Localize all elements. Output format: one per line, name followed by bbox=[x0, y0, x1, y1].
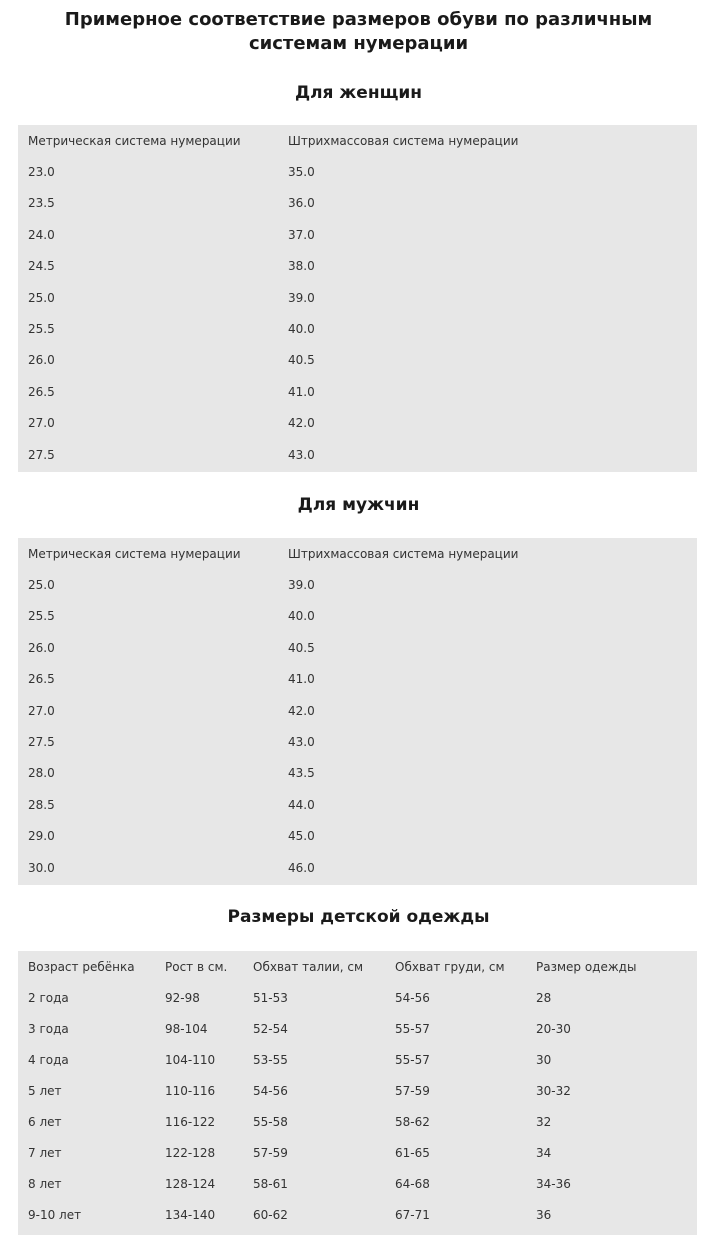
shtrikh-size-cell: 41.0 bbox=[288, 384, 315, 399]
shtrikh-size-cell: 42.0 bbox=[288, 416, 315, 431]
table-row bbox=[18, 408, 558, 439]
shtrikh-size-cell: 44.0 bbox=[288, 797, 315, 812]
column-header-shtrikh: Штрихмассовая система нумерации bbox=[288, 546, 519, 561]
table-row bbox=[18, 1013, 651, 1044]
kids-table-container bbox=[18, 951, 697, 1235]
table-row bbox=[18, 601, 558, 632]
table-row bbox=[18, 852, 558, 883]
shtrikh-size-cell: 41.0 bbox=[288, 672, 315, 687]
shtrikh-size-cell: 37.0 bbox=[288, 227, 315, 242]
metric-size-cell: 25.0 bbox=[28, 578, 55, 593]
metric-size-cell: 29.0 bbox=[28, 829, 55, 844]
shtrikh-size-cell: 40.5 bbox=[288, 640, 315, 655]
metric-size-cell: 26.0 bbox=[28, 353, 55, 368]
shtrikh-size-cell: 43.5 bbox=[288, 766, 315, 781]
column-header-metric: Метрическая система нумерации bbox=[28, 546, 241, 561]
table-row bbox=[18, 664, 558, 695]
shtrikh-size-cell: 35.0 bbox=[288, 165, 315, 180]
clothing-size-cell: 28 bbox=[536, 990, 552, 1005]
women-table-container bbox=[18, 125, 697, 472]
height-cell: 98-104 bbox=[165, 1021, 208, 1036]
clothing-size-cell: 30-32 bbox=[536, 1083, 571, 1098]
metric-size-cell: 27.0 bbox=[28, 703, 55, 718]
table-row bbox=[18, 1044, 651, 1075]
column-header-height: Рост в см. bbox=[165, 959, 228, 974]
age-cell: 5 лет bbox=[28, 1083, 62, 1098]
shtrikh-size-cell: 43.0 bbox=[288, 735, 315, 750]
table-row bbox=[18, 569, 558, 600]
metric-size-cell: 23.0 bbox=[28, 165, 55, 180]
height-cell: 92-98 bbox=[165, 990, 200, 1005]
age-cell: 6 лет bbox=[28, 1115, 62, 1130]
chest-cell: 55-57 bbox=[395, 1021, 430, 1036]
metric-size-cell: 30.0 bbox=[28, 860, 55, 875]
shtrikh-size-cell: 39.0 bbox=[288, 578, 315, 593]
waist-cell: 52-54 bbox=[253, 1021, 288, 1036]
table-row bbox=[18, 345, 558, 376]
table-row bbox=[18, 439, 558, 470]
men-table-container bbox=[18, 538, 697, 885]
shtrikh-size-cell: 42.0 bbox=[288, 703, 315, 718]
waist-cell: 60-62 bbox=[253, 1208, 288, 1223]
table-row bbox=[18, 1200, 651, 1231]
shtrikh-size-cell: 40.0 bbox=[288, 609, 315, 624]
height-cell: 104-110 bbox=[165, 1052, 216, 1067]
column-header-metric: Метрическая система нумерации bbox=[28, 133, 241, 148]
chest-cell: 57-59 bbox=[395, 1083, 430, 1098]
table-header-row bbox=[18, 125, 558, 156]
table-row bbox=[18, 313, 558, 344]
metric-size-cell: 25.0 bbox=[28, 290, 55, 305]
men-section-title: Для мужчин bbox=[297, 495, 420, 515]
shtrikh-size-cell: 45.0 bbox=[288, 829, 315, 844]
metric-size-cell: 25.5 bbox=[28, 322, 55, 337]
page-title bbox=[0, 8, 717, 56]
height-cell: 116-122 bbox=[165, 1115, 216, 1130]
kids-size-table bbox=[18, 951, 651, 1231]
women-section-title: Для женщин bbox=[294, 83, 423, 103]
shtrikh-size-cell: 39.0 bbox=[288, 290, 315, 305]
table-header-row bbox=[18, 951, 651, 982]
chest-cell: 54-56 bbox=[395, 990, 430, 1005]
shtrikh-size-cell: 38.0 bbox=[288, 259, 315, 274]
metric-size-cell: 23.5 bbox=[28, 196, 55, 211]
waist-cell: 57-59 bbox=[253, 1146, 288, 1161]
clothing-size-cell: 32 bbox=[536, 1115, 552, 1130]
column-header-chest: Обхват груди, см bbox=[395, 959, 505, 974]
shtrikh-size-cell: 43.0 bbox=[288, 447, 315, 462]
table-row bbox=[18, 632, 558, 663]
shtrikh-size-cell: 36.0 bbox=[288, 196, 315, 211]
metric-size-cell: 24.5 bbox=[28, 259, 55, 274]
page-title-line-1: Примерное соответствие размеров обуви по различным bbox=[64, 9, 653, 30]
age-cell: 2 года bbox=[28, 990, 69, 1005]
table-row bbox=[18, 282, 558, 313]
table-row bbox=[18, 1075, 651, 1106]
women-size-table bbox=[18, 125, 558, 470]
table-row bbox=[18, 219, 558, 250]
age-cell: 4 года bbox=[28, 1052, 69, 1067]
clothing-size-cell: 30 bbox=[536, 1052, 552, 1067]
table-header-row bbox=[18, 538, 558, 569]
table-row bbox=[18, 758, 558, 789]
metric-size-cell: 26.5 bbox=[28, 384, 55, 399]
chest-cell: 61-65 bbox=[395, 1146, 430, 1161]
men-size-table bbox=[18, 538, 558, 883]
column-header-waist: Обхват талии, см bbox=[253, 959, 364, 974]
table-row bbox=[18, 1169, 651, 1200]
table-row bbox=[18, 821, 558, 852]
shtrikh-size-cell: 46.0 bbox=[288, 860, 315, 875]
chest-cell: 55-57 bbox=[395, 1052, 430, 1067]
clothing-size-cell: 34-36 bbox=[536, 1177, 571, 1192]
table-row bbox=[18, 695, 558, 726]
table-row bbox=[18, 156, 558, 187]
waist-cell: 53-55 bbox=[253, 1052, 288, 1067]
table-row bbox=[18, 789, 558, 820]
kids-section-title: Размеры детской одежды bbox=[227, 907, 490, 927]
shtrikh-size-cell: 40.0 bbox=[288, 322, 315, 337]
column-header-age: Возраст ребёнка bbox=[28, 959, 135, 974]
metric-size-cell: 25.5 bbox=[28, 609, 55, 624]
column-header-shtrikh: Штрихмассовая система нумерации bbox=[288, 133, 519, 148]
clothing-size-cell: 36 bbox=[536, 1208, 552, 1223]
chest-cell: 64-68 bbox=[395, 1177, 430, 1192]
metric-size-cell: 27.5 bbox=[28, 447, 55, 462]
table-row bbox=[18, 376, 558, 407]
age-cell: 3 года bbox=[28, 1021, 69, 1036]
metric-size-cell: 27.0 bbox=[28, 416, 55, 431]
height-cell: 110-116 bbox=[165, 1083, 216, 1098]
metric-size-cell: 27.5 bbox=[28, 735, 55, 750]
page-title-line-2: системам нумерации bbox=[248, 33, 469, 54]
metric-size-cell: 28.0 bbox=[28, 766, 55, 781]
waist-cell: 55-58 bbox=[253, 1115, 288, 1130]
clothing-size-cell: 34 bbox=[536, 1146, 552, 1161]
height-cell: 128-124 bbox=[165, 1177, 216, 1192]
waist-cell: 58-61 bbox=[253, 1177, 288, 1192]
age-cell: 8 лет bbox=[28, 1177, 62, 1192]
waist-cell: 54-56 bbox=[253, 1083, 288, 1098]
age-cell: 9-10 лет bbox=[28, 1208, 82, 1223]
chest-cell: 58-62 bbox=[395, 1115, 430, 1130]
metric-size-cell: 24.0 bbox=[28, 227, 55, 242]
height-cell: 122-128 bbox=[165, 1146, 216, 1161]
table-row bbox=[18, 188, 558, 219]
metric-size-cell: 28.5 bbox=[28, 797, 55, 812]
metric-size-cell: 26.0 bbox=[28, 640, 55, 655]
table-row bbox=[18, 1106, 651, 1137]
shtrikh-size-cell: 40.5 bbox=[288, 353, 315, 368]
metric-size-cell: 26.5 bbox=[28, 672, 55, 687]
age-cell: 7 лет bbox=[28, 1146, 62, 1161]
table-row bbox=[18, 982, 651, 1013]
table-row bbox=[18, 726, 558, 757]
table-row bbox=[18, 1138, 651, 1169]
column-header-clothing-size: Размер одежды bbox=[536, 959, 637, 974]
waist-cell: 51-53 bbox=[253, 990, 288, 1005]
chest-cell: 67-71 bbox=[395, 1208, 430, 1223]
table-row bbox=[18, 251, 558, 282]
clothing-size-cell: 20-30 bbox=[536, 1021, 571, 1036]
height-cell: 134-140 bbox=[165, 1208, 216, 1223]
